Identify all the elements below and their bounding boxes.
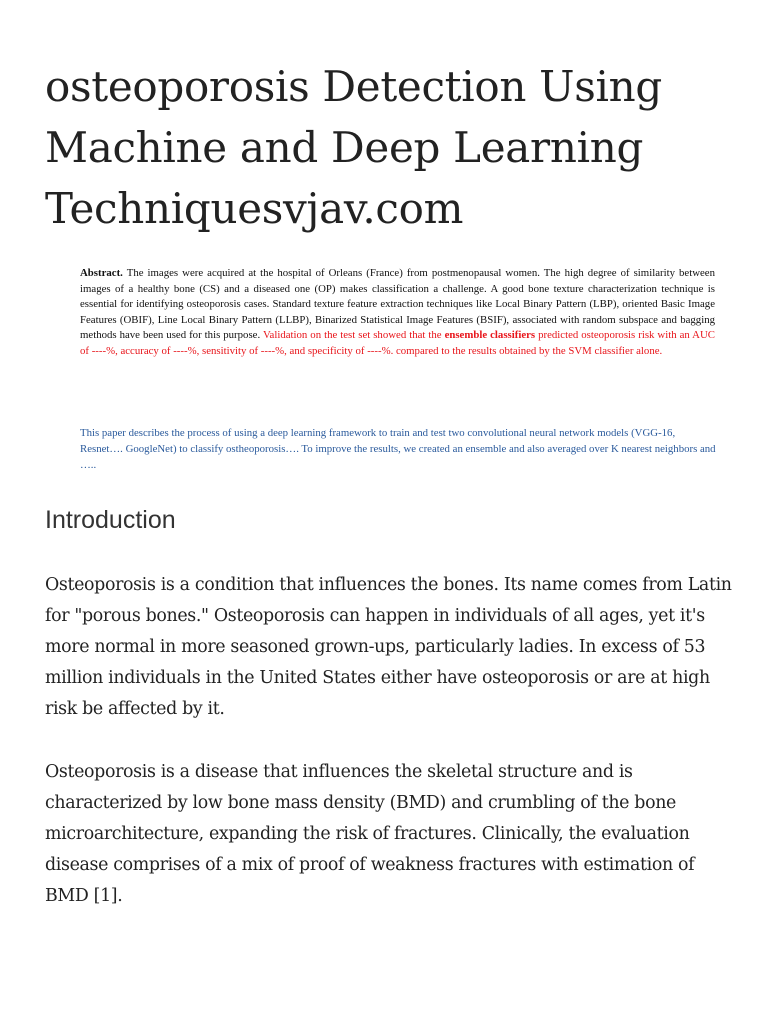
method-summary-paragraph: This paper describes the process of using a deep learning framework to train and test two convolutional neural network models (VGG-16, Resnet…. GoogleNet) to classify ostheoporosis…. To improve the results, we created an ensemble and also averaged over K nearest neighbors and ….. [80, 427, 716, 471]
introduction-heading: Introduction [45, 506, 176, 534]
abstract-paragraph [80, 266, 715, 360]
abstract-ensemble-classifiers: ensemble classifiers [444, 329, 536, 342]
intro-paragraph-1: Osteoporosis is a condition that influences the bones. Its name comes from Latin for "porous bones." Osteoporosis can happen in individuals of all ages, yet it's more normal in more seasoned grown-ups, particularly ladies. In excess of 53 million individuals in the United States either have osteoporosis or are at high risk be affected by it. [45, 575, 732, 719]
abstract-results-text: predicted osteoporosis risk with an AUC of ----%, accuracy of ----%, sensitivity of ----%, and specificity of ----%. compared to the results obtained by the SVM classifier alone. [80, 329, 715, 357]
abstract-validation-text: Validation on the test set showed that the [262, 329, 445, 342]
intro-paragraph-2: Osteoporosis is a disease that influences the skeletal structure and is characterized by low bone mass density (BMD) and crumbling of the bone microarchitecture, expanding the risk of fractures. Clinically, the evaluation disease comprises of a mix of proof of weakness fractures with estimation of BMD [1]. [45, 762, 695, 906]
abstract-label: Abstract. [80, 267, 123, 279]
document-title: osteoporosis Detection Using Machine and Deep Learning Techniquesvjav.com [45, 62, 662, 233]
abstract-text: The images were acquired at the hospital of Orleans (France) from postmenopausal women. The high degree of similarity between images of a healthy bone (CS) and a diseased one (OP) makes classification a challenge. A good bone texture characterization technique is essential for identifying osteoporosis cases. Standard texture feature extraction techniques like Local Binary Pattern (LBP), oriented Basic Image Features (OBIF), Line Local Binary Pattern (LLBP), Binarized Statistical Image Features (BSIF), associated with random subspace and bagging methods have been used for this purpose. [80, 267, 715, 342]
